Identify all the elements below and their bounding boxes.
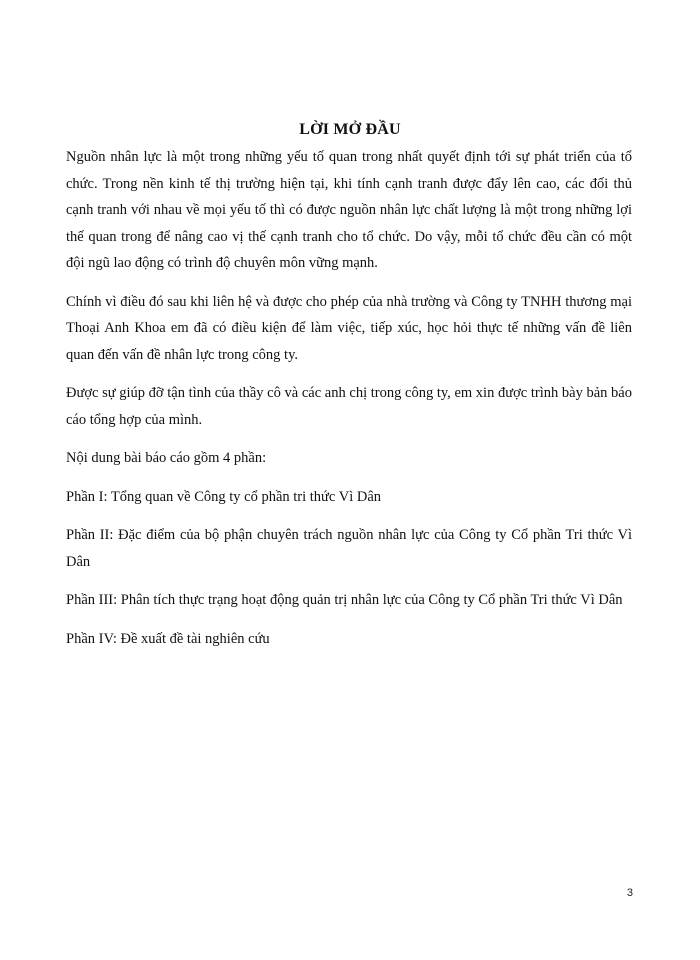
document-body	[66, 144, 632, 664]
report-part-4: Phần IV: Đề xuất đề tài nghiên cứu	[66, 630, 270, 647]
report-contents-intro: Nội dung bài báo cáo gồm 4 phần:	[66, 450, 267, 466]
intro-paragraph-3: Được sự giúp đỡ tận tình của thầy cô và các anh chị trong công ty, em xin được trình bày bản báo cáo tổng hợp của mình.	[66, 385, 632, 428]
report-part-2: Phần II: Đặc điểm của bộ phận chuyên trách nguồn nhân lực của Công ty Cổ phần Tri thức Vì Dân	[66, 527, 632, 570]
intro-paragraph-2: Chính vì điều đó sau khi liên hệ và được cho phép của nhà trường và Công ty TNHH thương mại Thoại Anh Khoa em đã có điều kiện để làm việc, tiếp xúc, học hỏi thực tế những vấn đề liên quan đến vấn đề nhân lực trong công ty.	[66, 293, 632, 363]
page-number: 3	[626, 887, 633, 899]
report-part-3: Phần III: Phân tích thực trạng hoạt động quản trị nhân lực của Công ty Cổ phần Tri thức Vì Dân	[66, 592, 623, 608]
page-title: LỜI MỞ ĐẦU	[299, 121, 401, 138]
report-part-1: Phần I: Tổng quan về Công ty cổ phần tri thức Vì Dân	[66, 488, 381, 505]
intro-paragraph-1: Nguồn nhân lực là một trong những yếu tố quan trong nhất quyết định tới sự phát triển của tổ chức. Trong nền kinh tế thị trường hiện tại, khi tính cạnh tranh được đẩy lên cao, các đối thủ cạnh tranh với nhau về mọi yếu tố thì có được nguồn nhân lực chất lượng là một trong những lợi thế quan trong để nâng cao vị thế cạnh tranh cho tổ chức. Do vậy, mỗi tổ chức đều cần có một đội ngũ lao động có trình độ chuyên môn vững mạnh.	[66, 149, 632, 271]
